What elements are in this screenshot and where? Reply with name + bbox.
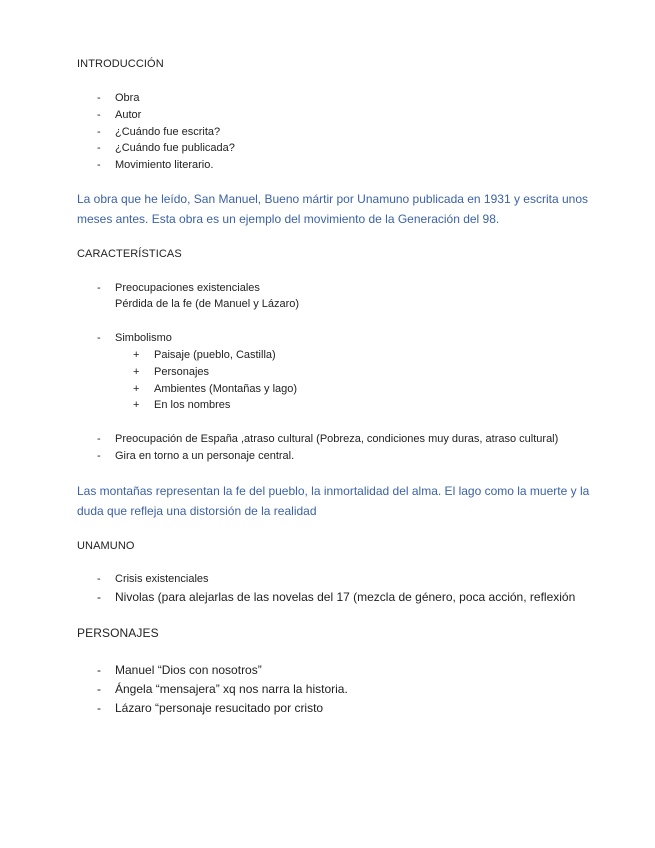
list-item-continuation: Pérdida de la fe (de Manuel y Lázaro)	[115, 298, 300, 310]
heading-introduccion: INTRODUCCIÓN	[77, 58, 164, 70]
heading-caracteristicas: CARACTERÍSTICAS	[77, 248, 182, 260]
intro-paragraph: La obra que he leído, San Manuel, Bueno mártir por Unamuno publicada en 1931 y escrita unos meses antes. Esta obra es un ejemplo del movimiento de la Generación del 98.	[77, 192, 588, 226]
caracteristicas-paragraph: Las montañas representan la fe del pueblo, la inmortalidad del alma. El lago como la muerte y la duda que refleja una distorsión de la realidad	[77, 484, 590, 518]
heading-personajes: PERSONAJES	[77, 626, 159, 640]
heading-unamuno: UNAMUNO	[77, 540, 135, 552]
document-page: INTRODUCCIÓN - Obra - Autor - ¿Cuándo fue escrita? - ¿Cuándo fue publicada? - Movimiento literario. La obra que he leído, San Manuel, Bueno mártir por Unamuno publicada en 1931 y escrita unos meses antes. Esta obra es un ejemplo del movimiento de la Generación del 98. CARACTERÍSTICAS - Preocupaciones existenciales Pérdida de la fe (de Manuel y Lázaro) - Simbolismo + Paisaje (pueblo, Castilla) + Personajes + Ambientes (Montañas y lago) + En los nombres - Preocupación de España ,atraso cultural (Pobreza, condiciones muy duras, atraso cultural) - Gira en torno a un personaje central. Las montañas representan la fe del pueblo, la inmortalidad del alma. El lago como la muerte y la duda que refleja una distorsión de la realidad UNAMUNO - Crisis existenciales - Nivolas (para alejarlas de las novelas del 17 (mezcla de género, poca acción, reflexión PERSONAJES - Manuel “Dios con nosotros” - Ángela “mensajera” xq nos narra la historia. - Lázaro “personaje resucitado por cristo	[0, 0, 655, 848]
